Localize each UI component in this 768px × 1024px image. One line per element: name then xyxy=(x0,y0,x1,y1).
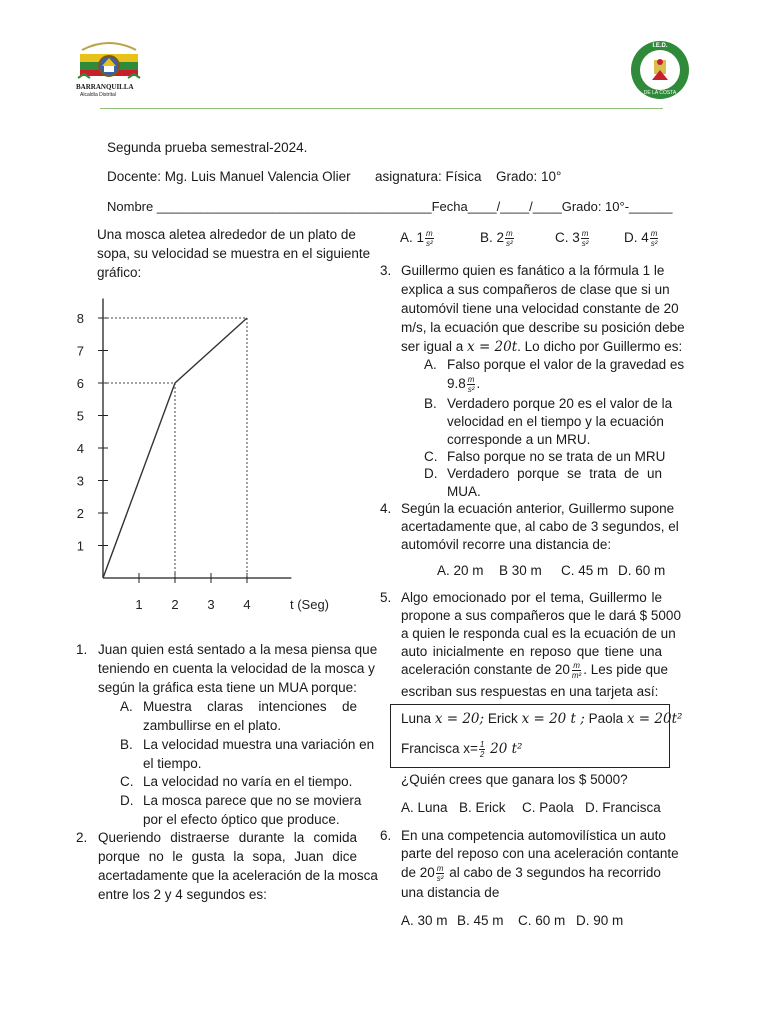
x-axis-label: t (Seg) xyxy=(290,597,330,612)
logo-text-line-2: Alcaldía Distrital xyxy=(80,92,116,98)
q3-option-b-text-2[interactable]: velocidad en el tiempo y la ecuación xyxy=(447,414,664,429)
y-tick-label: 7 xyxy=(76,343,84,359)
q3-stem-5-pre: ser igual a xyxy=(401,339,468,354)
q1-option-b-text-2[interactable]: el tiempo. xyxy=(143,756,202,771)
q4-number: 4. xyxy=(380,501,392,516)
q2-option-a-label: A. 1 xyxy=(400,230,425,246)
x-tick-label: 2 xyxy=(171,597,179,612)
q1-option-b-text-1[interactable]: La velocidad muestra una variación en xyxy=(143,737,375,752)
q5-acceleration-text: aceleración constante de 20 xyxy=(401,662,570,678)
q2-option-a[interactable] xyxy=(400,229,435,248)
q3-option-a-text-2[interactable] xyxy=(447,375,480,394)
q6-stem-3-post: al cabo de 3 segundos ha recorrido xyxy=(445,865,661,881)
q4-stem-2: acertadamente que, al cabo de 3 segundos, el xyxy=(401,519,679,534)
q2-option-a-unit: $\frac{m}{\text{s²}}$ xyxy=(426,229,433,248)
q3-option-a-letter[interactable]: A. xyxy=(424,357,437,372)
answer-luna-name: Luna xyxy=(401,711,432,726)
q3-stem-5-post: . Lo dicho por Guillermo es: xyxy=(517,339,683,354)
q4-stem-3: automóvil recorre una distancia de: xyxy=(401,537,612,552)
q4-option-d[interactable]: D. 60 m xyxy=(618,563,666,578)
grade-label: Grado: 10° xyxy=(496,169,562,184)
q6-option-c[interactable]: C. 60 m xyxy=(518,913,566,928)
answer-francisca-name: Francisca x= xyxy=(401,741,478,757)
answer-luna-equation: x = 20; xyxy=(434,711,485,727)
q6-stem-1: En una competencia automovilística un auto xyxy=(401,828,666,843)
q1-option-d-letter[interactable]: D. xyxy=(120,793,134,808)
intro-line-3: gráfico: xyxy=(97,265,142,280)
q3-stem-2: explica a sus compañeros de clase que si un xyxy=(401,282,670,297)
answer-francisca-half: $\frac{1}{2}$ xyxy=(479,740,485,759)
header-divider xyxy=(100,108,663,109)
q5-number: 5. xyxy=(380,590,392,605)
q3-option-c-letter[interactable]: C. xyxy=(424,449,438,464)
school-district-logo xyxy=(74,40,144,100)
q1-option-d-text-2[interactable]: por el efecto óptico que produce. xyxy=(143,812,340,827)
q5-option-d[interactable]: D. Francisca xyxy=(585,800,661,815)
q3-option-c-text-1[interactable]: Falso porque no se trata de un MRU xyxy=(447,449,666,464)
q4-option-c[interactable]: C. 45 m xyxy=(561,563,609,578)
q1-option-a-text-2[interactable]: zambullirse en el plato. xyxy=(143,718,282,733)
answer-erick-name: Erick xyxy=(487,711,518,726)
q5-option-c[interactable]: C. Paola xyxy=(522,800,574,815)
q2-option-c-unit: $\frac{m}{\text{s²}}$ xyxy=(581,229,589,248)
q2-stem-4: entre los 2 y 4 segundos es: xyxy=(98,887,267,902)
q3-option-a-unit: $\frac{m}{\text{s²}}$ xyxy=(467,375,475,394)
q3-option-d-letter[interactable]: D. xyxy=(424,466,438,481)
q3-stem-3: automóvil tiene una velocidad constante de 20 xyxy=(401,301,679,316)
q3-option-d-text-2[interactable]: MUA. xyxy=(447,484,481,499)
subject-label: asignatura: Física xyxy=(375,169,482,184)
q2-option-d[interactable] xyxy=(624,229,659,248)
seal-text-top: I.E.D. xyxy=(652,43,668,49)
q5-option-a[interactable]: A. Luna xyxy=(401,800,448,815)
y-tick-label: 5 xyxy=(76,408,84,424)
q2-option-c-label: C. 3 xyxy=(555,230,580,246)
q1-option-a-text-1[interactable]: Muestra claras intenciones de xyxy=(143,699,357,714)
q5-stem-4: auto inicialmente en reposo que tiene una xyxy=(401,644,662,659)
q3-option-d-text-1[interactable]: Verdadero porque se trata de un xyxy=(447,466,662,481)
q1-option-d-text-1[interactable]: La mosca parece que no se moviera xyxy=(143,793,362,808)
q3-option-b-text-3[interactable]: corresponde a un MRU. xyxy=(447,432,591,447)
q5-acceleration-unit: $\frac{m}{\text{m²}}$ xyxy=(571,661,582,680)
q1-option-c-text-1[interactable]: La velocidad no varía en el tiempo. xyxy=(143,774,353,789)
logo-text-line-1: BARRANQUILLA xyxy=(76,83,134,91)
answer-paola-equation: x = 20t² xyxy=(626,711,683,727)
q3-stem-4: m/s, la ecuación que describe su posición debe xyxy=(401,320,685,335)
q5-question: ¿Quién crees que ganara los $ 5000? xyxy=(401,772,628,787)
q5-stem-2: propone a sus compañeros que le dará $ 5000 xyxy=(401,608,681,623)
q2-number: 2. xyxy=(76,830,88,845)
q3-option-a-value: 9.8 xyxy=(447,376,466,392)
q3-equation: x = 20t xyxy=(467,339,518,355)
q2-option-b[interactable] xyxy=(480,229,515,248)
q6-number: 6. xyxy=(380,828,392,843)
teacher-name: Docente: Mg. Luis Manuel Valencia Olier xyxy=(107,169,351,184)
x-tick-label: 1 xyxy=(135,597,143,612)
q4-option-a[interactable]: A. 20 m xyxy=(437,563,484,578)
y-tick-label: 1 xyxy=(76,538,84,554)
velocity-time-chart xyxy=(70,285,370,620)
q2-option-d-unit: $\frac{m}{\text{s²}}$ xyxy=(650,229,658,248)
y-tick-label: 4 xyxy=(76,441,84,456)
q6-option-b[interactable]: B. 45 m xyxy=(457,913,504,928)
student-name-field[interactable]: Nombre ______________________________________Fecha____/____/____Grado: 10°-______ xyxy=(107,199,673,214)
intro-line-1: Una mosca aletea alrededor de un plato de xyxy=(97,227,356,242)
x-tick-label: 4 xyxy=(243,597,251,612)
q3-stem-1: Guillermo quien es fanático a la fórmula 1 le xyxy=(401,263,665,278)
y-tick-label: 6 xyxy=(76,376,84,391)
q4-option-b[interactable]: B 30 m xyxy=(499,563,542,578)
q3-option-a-text-1[interactable]: Falso porque el valor de la gravedad es xyxy=(447,357,685,372)
q3-option-b-letter[interactable]: B. xyxy=(424,396,437,411)
q5-stem-1: Algo emocionado por el tema, Guillermo le xyxy=(401,590,662,605)
q2-option-b-unit: $\frac{m}{\text{s²}}$ xyxy=(506,229,513,248)
q2-stem-3: acertadamente que la aceleración de la mosca xyxy=(98,868,378,883)
q2-option-c[interactable] xyxy=(555,229,590,248)
q2-stem-2: porque no le gusta la sopa, Juan dice xyxy=(98,849,357,864)
q1-option-b-letter[interactable]: B. xyxy=(120,737,133,752)
answer-erick-equation: x = 20 t ; xyxy=(521,711,585,727)
q2-option-b-label: B. 2 xyxy=(480,230,505,246)
y-tick-label: 2 xyxy=(76,506,84,521)
q5-stem-5 xyxy=(401,661,668,680)
exam-title: Segunda prueba semestral-2024. xyxy=(107,140,308,155)
q3-option-b-text-1[interactable]: Verdadero porque 20 es el valor de la xyxy=(447,396,673,411)
y-tick-label: 3 xyxy=(76,473,84,489)
q5-stem-5-post: . Les pide que xyxy=(583,662,669,678)
intro-line-2: sopa, su velocidad se muestra en el siguiente xyxy=(97,246,371,261)
answer-paola-name: Paola xyxy=(588,711,624,726)
q6-stem-3 xyxy=(401,864,661,883)
q3-stem-5 xyxy=(401,338,682,356)
q3-number: 3. xyxy=(380,263,392,278)
q6-acceleration-unit: $\frac{m}{\text{s²}}$ xyxy=(436,864,444,883)
q2-stem-1: Queriendo distraerse durante la comida xyxy=(98,830,357,845)
q6-acceleration-text: de 20 xyxy=(401,865,435,881)
q1-stem-1: Juan quien está sentado a la mesa piensa que xyxy=(98,642,378,657)
y-tick-label: 8 xyxy=(76,311,84,326)
q5-stem-6: escriban sus respuestas en una tarjeta así: xyxy=(401,684,659,699)
q1-option-c-letter[interactable]: C. xyxy=(120,774,134,789)
q1-stem-3: según la gráfica esta tiene un MUA porque: xyxy=(98,680,357,695)
school-seal-logo xyxy=(630,40,690,100)
q3-option-a-period: . xyxy=(476,376,481,392)
q1-number: 1. xyxy=(76,642,88,657)
q6-stem-4: una distancia de xyxy=(401,885,500,900)
q6-stem-2: parte del reposo con una aceleración contante xyxy=(401,846,679,861)
q2-option-d-label: D. 4 xyxy=(624,230,649,246)
q5-stem-3: a quien le responda cual es la ecuación de un xyxy=(401,626,676,641)
seal-text-bottom: DE LA COSTA xyxy=(643,90,677,96)
q6-option-a[interactable]: A. 30 m xyxy=(401,913,448,928)
q6-option-d[interactable]: D. 90 m xyxy=(576,913,624,928)
answer-francisca-equation: 20 t² xyxy=(490,741,523,758)
answer-card-line-1 xyxy=(401,710,682,728)
answer-card-line-2 xyxy=(401,740,522,759)
x-tick-label: 3 xyxy=(207,597,215,612)
q1-option-a-letter[interactable]: A. xyxy=(120,699,133,714)
q4-stem-1: Según la ecuación anterior, Guillermo supone xyxy=(401,501,675,516)
q1-stem-2: teniendo en cuenta la velocidad de la mosca y xyxy=(98,661,375,676)
q5-option-b[interactable]: B. Erick xyxy=(459,800,506,815)
